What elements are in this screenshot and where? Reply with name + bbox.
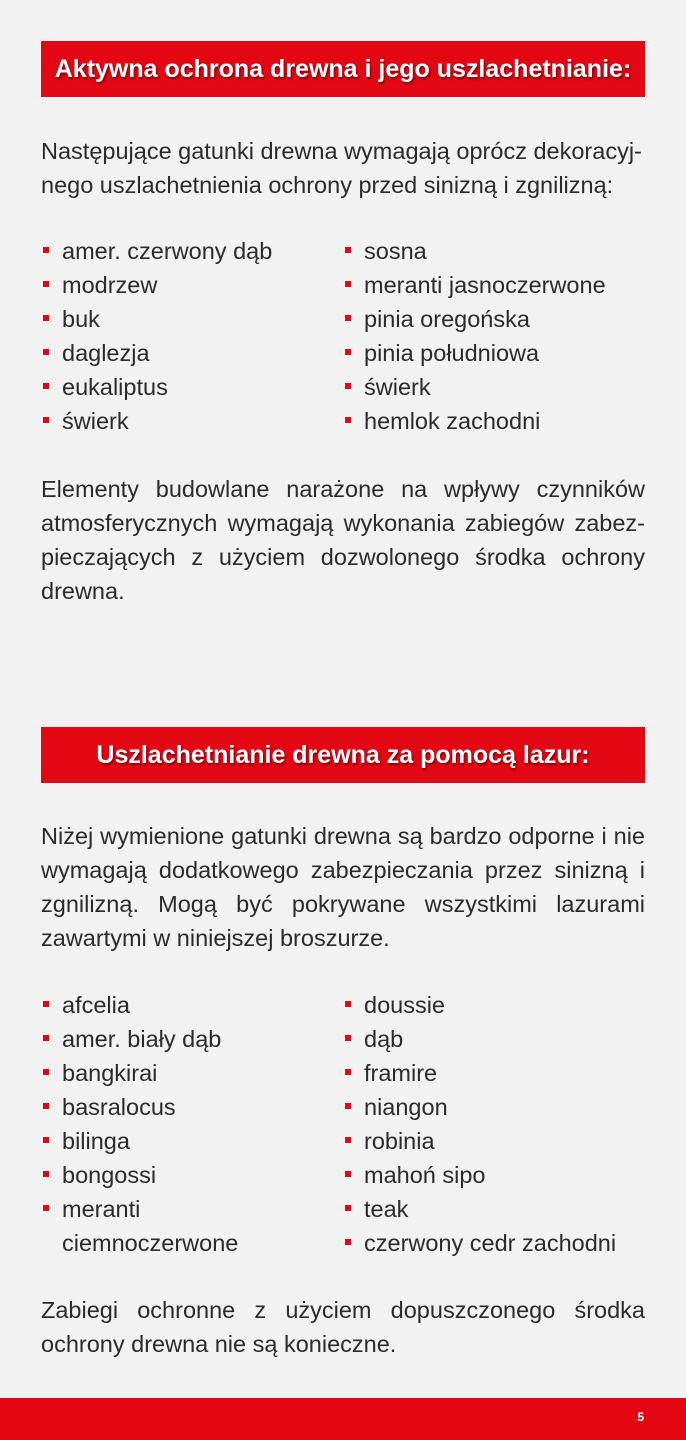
bullet-icon [43,349,49,355]
bullet-icon [43,1171,49,1177]
list-item: niangon [343,1090,616,1124]
list-item: framire [343,1056,616,1090]
list-item: amer. czerwony dąb [41,234,272,268]
section-1-list-right [343,234,606,438]
list-item: bilinga [41,1124,331,1158]
list-item: czerwony cedr zachodni [343,1226,616,1260]
bullet-icon [345,417,351,423]
bullet-icon [43,247,49,253]
section-1-intro [41,134,645,202]
list-item: bangkirai [41,1056,331,1090]
bullet-icon [345,1239,351,1245]
section-1-heading [41,41,645,97]
section-1-list-left [41,234,272,438]
section-2-note: Zabiegi ochronne z użyciem dopuszczonego środka ochrony drewna nie są konieczne. [41,1297,645,1357]
section-1-note: Elementy budowlane narażone na wpływy czynników atmosferycznych wymagają wykonania zabiegów zabez-pieczających z użyciem dozwolonego środka ochrony drewna. [41,476,645,604]
list-item: pinia południowa [343,336,606,370]
list-item: meranti ciemnoczerwone [41,1192,252,1260]
section-1-intro-line-2: nego uszlachetnienia ochrony przed sinizną i zgnilizną: [41,172,614,198]
list-item: dąb [343,1022,616,1056]
bullet-icon [43,383,49,389]
section-1-intro-line-1: Następujące gatunki drewna wymagają oprócz dekoracyj- [41,138,642,164]
bullet-icon [43,1103,49,1109]
bullet-icon [43,1069,49,1075]
bullet-icon [43,315,49,321]
list-item: afcelia [41,988,331,1022]
bullet-icon [345,281,351,287]
list-item: meranti jasnoczerwone [343,268,606,302]
section-2-intro: Niżej wymienione gatunki drewna są bardzo odporne i nie wymagają dodatkowego zabezpieczania przez sinizną i zgnilizną. Mogą być pokrywane wszystkimi lazurami zawartymi w niniejszej broszurze. [41,823,645,951]
bullet-icon [345,1103,351,1109]
list-item: sosna [343,234,606,268]
bullet-icon [43,1205,49,1211]
bullet-icon [43,1001,49,1007]
bullet-icon [43,1035,49,1041]
list-item: doussie [343,988,616,1022]
bullet-icon [345,1001,351,1007]
section-2-list-right [343,988,616,1260]
list-item: świerk [41,404,272,438]
list-item: robinia [343,1124,616,1158]
bullet-icon [43,1137,49,1143]
bullet-icon [43,417,49,423]
list-item: teak [343,1192,616,1226]
bullet-icon [345,247,351,253]
list-item: świerk [343,370,606,404]
section-2-heading-text: Uszlachetnianie drewna za pomocą lazur: [96,740,590,769]
bullet-icon [345,1137,351,1143]
list-item: bongossi [41,1158,331,1192]
bullet-icon [345,1205,351,1211]
list-item: modrzew [41,268,272,302]
bullet-icon [345,349,351,355]
bullet-icon [345,1171,351,1177]
footer-bar [0,1398,686,1440]
list-item: daglezja [41,336,272,370]
section-2-heading [41,727,645,783]
bullet-icon [345,1069,351,1075]
list-item: buk [41,302,272,336]
list-item: pinia oregońska [343,302,606,336]
section-1-heading-text: Aktywna ochrona drewna i jego uszlachetnianie: [54,54,632,83]
bullet-icon [345,383,351,389]
bullet-icon [345,1035,351,1041]
section-2-list-left [41,988,331,1260]
list-item: amer. biały dąb [41,1022,331,1056]
bullet-icon [345,315,351,321]
list-item: eukaliptus [41,370,272,404]
page-number: 5 [637,1410,644,1424]
list-item: basralocus [41,1090,331,1124]
list-item: hemlok zachodni [343,404,606,438]
list-item: mahoń sipo [343,1158,616,1192]
bullet-icon [43,281,49,287]
